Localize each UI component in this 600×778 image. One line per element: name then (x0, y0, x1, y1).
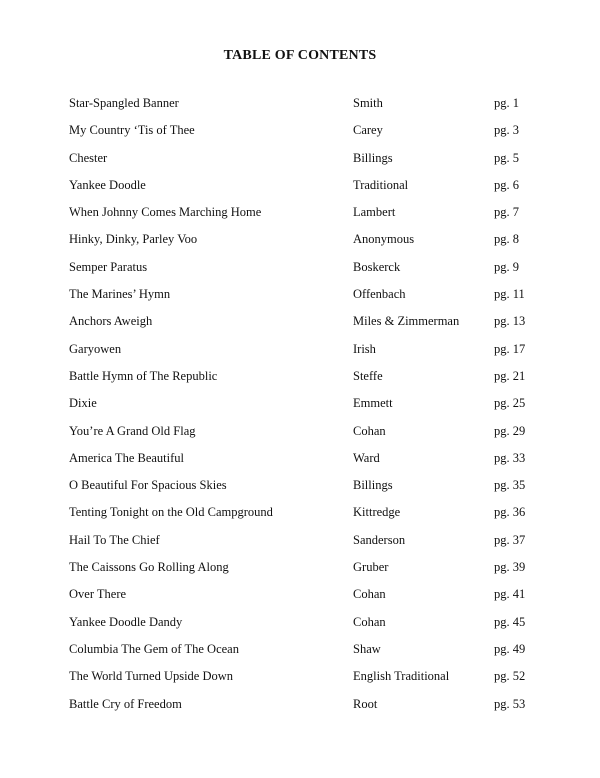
composer-name: Root (353, 696, 378, 711)
page-number: pg. 11 (494, 287, 525, 302)
page-number: pg. 5 (494, 150, 519, 165)
song-title: Hail To The Chief (69, 532, 160, 547)
composer-name: Billings (353, 150, 393, 165)
toc-entry (69, 177, 539, 204)
toc-entry (69, 231, 539, 258)
page-number: pg. 36 (494, 505, 526, 520)
composer-name: Cohan (353, 587, 386, 602)
toc-entry (69, 259, 539, 286)
composer-name: English Traditional (353, 669, 450, 684)
page-number: pg. 8 (494, 232, 519, 247)
page-number: pg. 49 (494, 641, 526, 656)
page-number: pg. 41 (494, 587, 526, 602)
page-number: pg. 17 (494, 341, 526, 356)
toc-entry (69, 477, 539, 504)
song-title: The Caissons Go Rolling Along (69, 560, 229, 575)
composer-name: Miles & Zimmerman (353, 314, 460, 329)
page-number: pg. 6 (494, 177, 519, 192)
composer-name: Cohan (353, 423, 386, 438)
page-number: pg. 39 (494, 560, 526, 575)
page-number: pg. 3 (494, 123, 519, 138)
toc-entry (69, 668, 539, 695)
toc-entry (69, 641, 539, 668)
toc-entry (69, 204, 539, 231)
toc-entry (69, 559, 539, 586)
composer-name: Boskerck (353, 259, 401, 274)
song-title: Anchors Aweigh (69, 314, 153, 329)
toc-entry (69, 504, 539, 531)
song-title: Over There (69, 587, 127, 602)
composer-name: Cohan (353, 614, 386, 629)
toc-entry (69, 150, 539, 177)
song-title: Battle Cry of Freedom (69, 696, 182, 711)
song-title: Semper Paratus (69, 259, 148, 274)
page-number: pg. 21 (494, 368, 526, 383)
toc-entry (69, 368, 539, 395)
song-title: Star-Spangled Banner (69, 96, 179, 110)
toc-entry (69, 341, 539, 368)
toc-entry (69, 423, 539, 450)
composer-name: Smith (353, 96, 383, 110)
song-title: America The Beautiful (69, 450, 185, 465)
page-number: pg. 37 (494, 532, 526, 547)
song-title: When Johnny Comes Marching Home (69, 205, 262, 220)
page-number: pg. 52 (494, 669, 526, 684)
toc-entry (69, 286, 539, 313)
composer-name: Lambert (353, 205, 396, 220)
toc-entry (69, 696, 539, 723)
page-number: pg. 9 (494, 259, 519, 274)
page-number: pg. 1 (494, 96, 519, 110)
page-number: pg. 13 (494, 314, 526, 329)
song-title: Battle Hymn of The Republic (69, 368, 218, 383)
page-title: TABLE OF CONTENTS (223, 48, 377, 63)
toc-entry (69, 122, 539, 149)
toc-entry (69, 95, 539, 122)
composer-name: Gruber (353, 560, 389, 575)
composer-name: Offenbach (353, 287, 406, 302)
song-title: Columbia The Gem of The Ocean (69, 641, 239, 656)
page-number: pg. 45 (494, 614, 526, 629)
toc-entry (69, 395, 539, 422)
toc-entry (69, 450, 539, 477)
song-title: The World Turned Upside Down (69, 669, 234, 684)
toc-entry (69, 313, 539, 340)
toc-list (69, 95, 539, 723)
page-number: pg. 7 (494, 205, 519, 220)
composer-name: Emmett (353, 396, 393, 411)
page-number: pg. 53 (494, 696, 526, 711)
song-title: Hinky, Dinky, Parley Voo (69, 232, 198, 247)
song-title: My Country ‘Tis of Thee (69, 123, 195, 138)
page-number: pg. 29 (494, 423, 526, 438)
song-title: You’re A Grand Old Flag (69, 423, 196, 438)
page-number: pg. 35 (494, 478, 526, 493)
song-title: The Marines’ Hymn (69, 287, 171, 302)
song-title: Tenting Tonight on the Old Campground (69, 505, 273, 520)
composer-name: Kittredge (353, 505, 401, 520)
page-number: pg. 25 (494, 396, 526, 411)
toc-entry (69, 532, 539, 559)
song-title: Yankee Doodle (69, 177, 146, 192)
composer-name: Carey (353, 123, 383, 138)
page-number: pg. 33 (494, 450, 526, 465)
composer-name: Sanderson (353, 532, 406, 547)
toc-entry (69, 586, 539, 613)
toc-entry (69, 614, 539, 641)
composer-name: Irish (353, 341, 376, 356)
composer-name: Shaw (353, 641, 381, 656)
song-title: Yankee Doodle Dandy (69, 614, 183, 629)
song-title: Garyowen (69, 341, 122, 356)
composer-name: Traditional (353, 177, 409, 192)
composer-name: Ward (353, 450, 380, 465)
composer-name: Anonymous (353, 232, 415, 247)
composer-name: Billings (353, 478, 393, 493)
song-title: O Beautiful For Spacious Skies (69, 478, 227, 493)
song-title: Dixie (69, 396, 97, 411)
song-title: Chester (69, 150, 108, 165)
composer-name: Steffe (353, 368, 383, 383)
